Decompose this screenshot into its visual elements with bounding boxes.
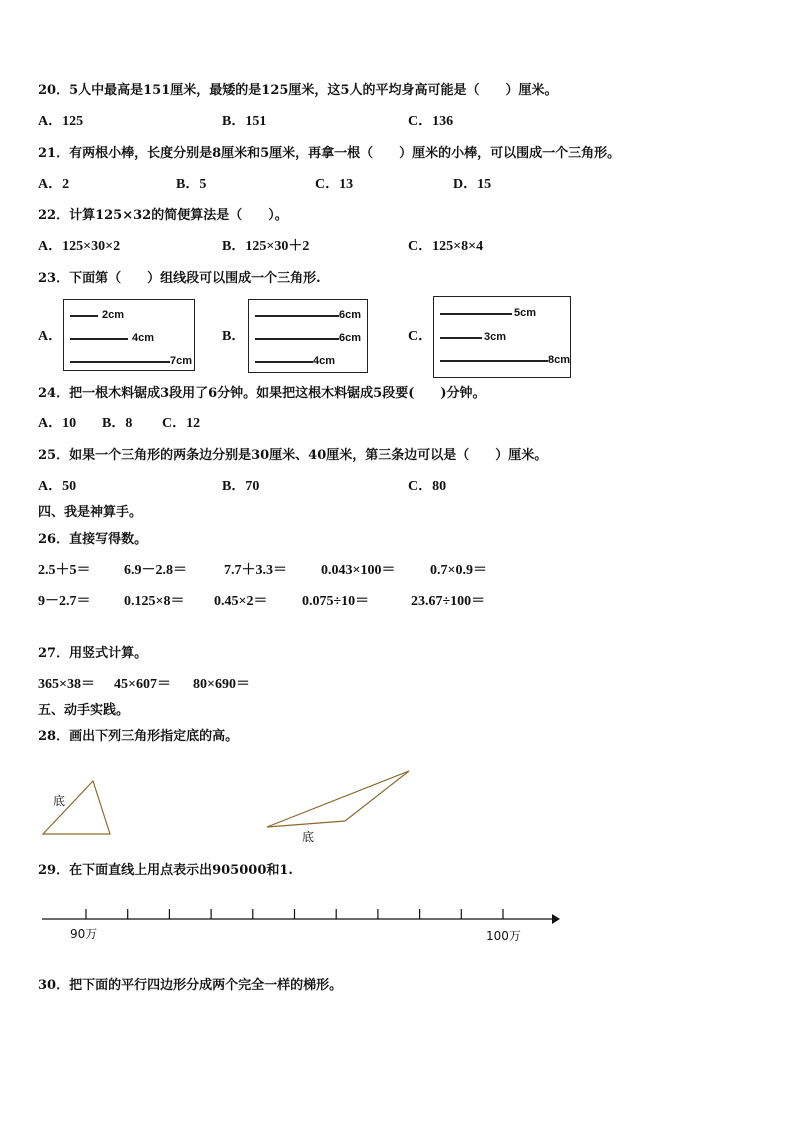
q20-option-b[interactable]: B．151 [222,114,267,129]
segment-line [255,361,313,363]
q26-item: 2.5＋5＝ [38,563,91,578]
q26-item: 0.125×8＝ [124,594,185,609]
triangle-1-base-label: 底 [53,794,66,808]
q23-option-b-box [248,299,368,373]
q30-stem: 30．把下面的平行四边形分成两个完全一样的梯形。 [38,978,343,993]
number-line-arrow [552,914,560,924]
q20-option-a[interactable]: A．125 [38,114,84,129]
q20-option-c[interactable]: C．136 [408,114,454,129]
number-line-left-label: 90万 [70,927,98,941]
segment-length: 3cm [484,331,507,343]
number-line-right-label: 100万 [486,929,521,943]
segment-length: 7cm [170,355,193,367]
q21-option-b[interactable]: B．5 [176,177,207,192]
q21-option-a[interactable]: A．2 [38,177,70,192]
q26-item: 7.7＋3.3＝ [224,563,287,578]
q25-option-a[interactable]: A．50 [38,479,77,494]
q26-item: 0.45×2＝ [214,594,268,609]
q21-option-c[interactable]: C．13 [315,177,354,192]
q27-item: 365×38＝ [38,677,95,692]
segment-length: 2cm [102,309,125,321]
segment-line [255,338,339,340]
q23-option-c-box [433,296,571,378]
q29-stem: 29．在下面直线上用点表示出905000和1. [38,863,293,878]
q26-item: 6.9－2.8＝ [124,563,187,578]
triangle-2-shape [267,771,409,827]
q28-stem: 28．画出下列三角形指定底的高。 [38,729,239,744]
q26-item: 9－2.7＝ [38,594,91,609]
segment-length: 8cm [548,354,571,366]
q23-option-a-box [63,299,195,371]
segment-length: 5cm [514,307,537,319]
segment-line [440,360,548,362]
q26-item: 0.075÷10＝ [302,594,370,609]
section-5-heading: 五、动手实践。 [38,703,130,718]
segment-line [70,315,98,317]
segment-line [440,337,482,339]
q26-item: 23.67÷100＝ [411,594,486,609]
segment-length: 6cm [339,332,362,344]
q23-option-a-label[interactable]: A． [38,329,63,344]
q26-stem: 26．直接写得数。 [38,532,148,547]
triangle-2-base-label: 底 [302,830,315,844]
q20-stem: 20．5人中最高是151厘米，最矮的是125厘米，这5人的平均身高可能是（ ）厘米。 [38,83,558,98]
q22-stem: 22．计算125×32的简便算法是（ ）。 [38,208,288,223]
q23-option-b-label[interactable]: B． [222,329,246,344]
segment-line [70,361,170,363]
segment-length: 6cm [339,309,362,321]
q24-option-c[interactable]: C．12 [162,416,201,431]
q27-item: 80×690＝ [193,677,250,692]
q24-option-a[interactable]: A．10 [38,416,77,431]
q24-stem: 24．把一根木料锯成3段用了6分钟。如果把这根木料锯成5段要( )分钟。 [38,386,486,401]
q25-stem: 25．如果一个三角形的两条边分别是30厘米、40厘米，第三条边可以是（ ）厘米。 [38,448,548,463]
q26-item: 0.043×100＝ [321,563,396,578]
q27-item: 45×607＝ [114,677,171,692]
segment-line [70,338,128,340]
q23-stem: 23．下面第（ ）组线段可以围成一个三角形. [38,271,321,286]
q26-item: 0.7×0.9＝ [430,563,487,578]
q22-option-b[interactable]: B．125×30＋2 [222,239,310,254]
q21-stem: 21．有两根小棒，长度分别是8厘米和5厘米，再拿一根（ ）厘米的小棒，可以围成一个三角形。 [38,146,621,161]
q25-option-b[interactable]: B．70 [222,479,260,494]
q22-option-c[interactable]: C．125×8×4 [408,239,484,254]
q24-option-b[interactable]: B．8 [102,416,133,431]
q27-stem: 27．用竖式计算。 [38,646,148,661]
q25-option-c[interactable]: C．80 [408,479,447,494]
q22-option-a[interactable]: A．125×30×2 [38,239,121,254]
segment-length: 4cm [313,355,336,367]
q21-option-d[interactable]: D．15 [453,177,492,192]
q23-option-c-label[interactable]: C． [408,329,433,344]
segment-line [255,315,339,317]
segment-length: 4cm [132,332,155,344]
section-4-heading: 四、我是神算手。 [38,505,143,520]
segment-line [440,313,512,315]
